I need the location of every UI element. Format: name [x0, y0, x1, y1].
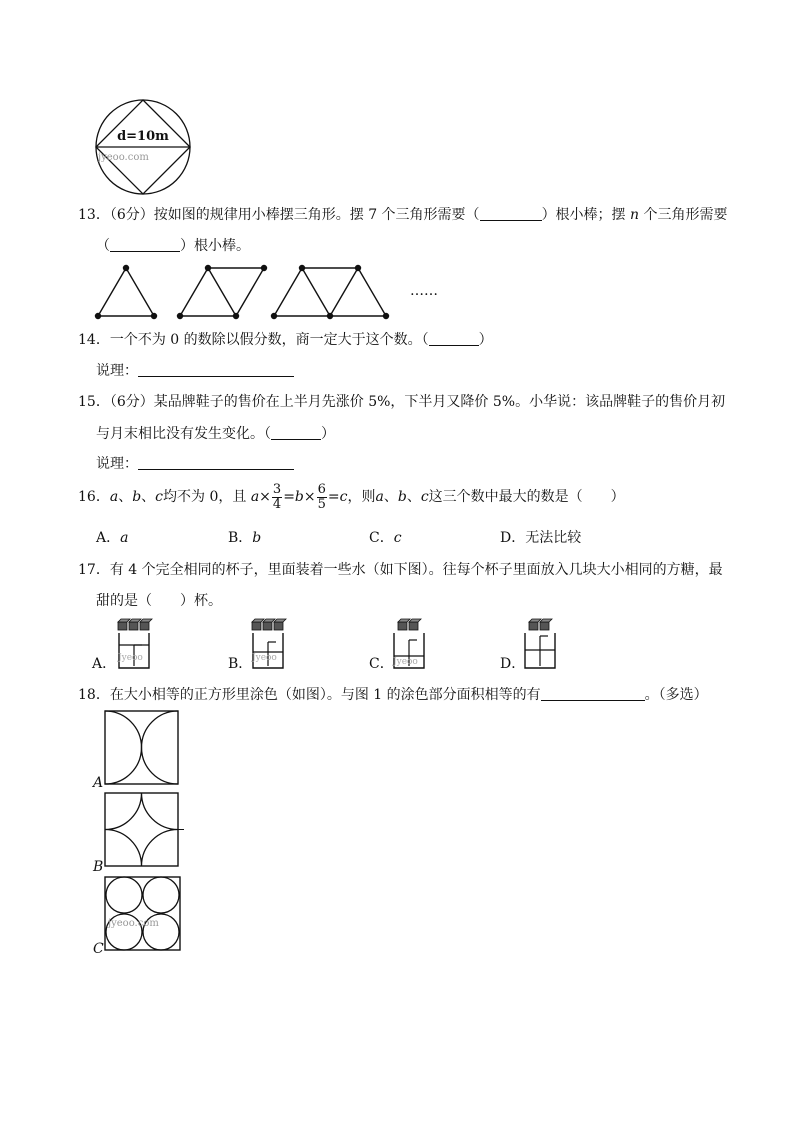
svg-text:Jyeoo: Jyeoo — [118, 653, 143, 663]
triangle-group-1 — [96, 266, 157, 319]
q17-option-b-label[interactable]: B． — [228, 656, 253, 672]
q14-line1: 14．一个不为 0 的数除以假分数，商一定大于这个数。（ ） — [78, 332, 493, 348]
q18-figure-b — [104, 792, 186, 868]
circle-top-left — [106, 877, 142, 913]
sugar-cubes-b — [252, 619, 286, 630]
q16-number: 16． — [78, 489, 110, 505]
triangle-pattern-figure — [90, 262, 400, 324]
right-semicircle — [142, 711, 178, 784]
q17-option-c-label[interactable]: C． — [369, 656, 394, 672]
q16-stem: 16．a、b、c均不为 0，且 a× $\frac{3}{4}$ =b× $\frac{6}{5}$ =c，则a、b、c这三个数中最大的数是（ ） — [78, 481, 625, 512]
q13-ellipsis: …… — [410, 283, 438, 299]
triangle-group-3 — [272, 266, 389, 319]
q18-figure-c — [104, 876, 182, 952]
quarter-arcs — [105, 793, 178, 866]
q14-number: 14． — [78, 332, 110, 348]
svg-text:Jyeoo: Jyeoo — [393, 657, 418, 667]
watermark: jyeoo.com — [98, 152, 149, 163]
q16-option-d[interactable]: D．无法比较 — [500, 530, 582, 546]
svg-text:Jyeoo: Jyeoo — [252, 653, 277, 663]
q13-score: （6分） — [109, 207, 154, 223]
cup-d — [522, 618, 562, 670]
q15-score: （6分） — [109, 394, 154, 410]
q13-line2: （ ）根小棒。 — [96, 238, 250, 254]
cup-c — [391, 618, 431, 670]
watermark: jyeoo.com — [108, 918, 159, 929]
q18-number: 18． — [78, 687, 110, 703]
square-outline — [105, 877, 180, 950]
q16-option-b[interactable]: B．b — [228, 530, 262, 546]
circle-square-figure — [90, 98, 196, 198]
circle-top-right — [143, 877, 179, 913]
q15-line1: 15．（6分）某品牌鞋子的售价在上半月先涨价 5%，下半月又降价 5%。小华说：该品牌鞋子的售价月初 — [78, 394, 726, 410]
fraction-3-4: $\frac{3}{4}$ — [272, 481, 282, 512]
q14-blank[interactable] — [429, 331, 479, 346]
q13-line1: 13．（6分）按如图的规律用小棒摆三角形。摆 7 个三角形需要（ ）根小棒；摆 n 个三角形需要 — [78, 207, 728, 223]
sugar-cubes-a — [118, 619, 152, 630]
q13-blank-1[interactable] — [480, 206, 542, 221]
q13-blank-2[interactable] — [110, 237, 180, 252]
q13-number: 13． — [78, 207, 110, 223]
q15-reason: 说理： — [96, 455, 294, 473]
q17-line1: 17．有 4 个完全相同的杯子，里面装着一些水（如下图）。往每个杯子里面放入几块大小相同的方糖，最 — [78, 562, 723, 578]
q14-reason-blank[interactable] — [138, 362, 294, 377]
q17-number: 17． — [78, 562, 110, 578]
q15-number: 15． — [78, 394, 110, 410]
triangle-group-2 — [178, 266, 267, 319]
cup-b — [250, 618, 290, 670]
cup-a — [116, 618, 156, 670]
q17-line2: 甜的是（ ）杯。 — [96, 593, 222, 609]
fraction-6-5: $\frac{6}{5}$ — [317, 481, 326, 512]
q18-stem: 18．在大小相等的正方形里涂色（如图）。与图 1 的涂色部分面积相等的有 。（多选） — [78, 687, 708, 703]
q15-reason-blank[interactable] — [138, 455, 294, 470]
sugar-cubes-d — [529, 619, 552, 630]
q17-option-d-label[interactable]: D． — [500, 656, 526, 672]
q15-line2: 与月末相比没有发生变化。（ ） — [96, 426, 335, 442]
q18-figure-a — [104, 710, 180, 786]
q14-reason: 说理： — [96, 362, 294, 380]
q18-figure-a-label[interactable]: A — [93, 775, 104, 791]
square-outline — [105, 793, 178, 866]
sugar-cubes-c — [398, 619, 421, 630]
left-semicircle — [105, 711, 141, 784]
q16-option-a[interactable]: A．a — [96, 530, 129, 546]
diameter-label: d=10m — [117, 129, 169, 144]
q17-option-a-label[interactable]: A． — [92, 656, 117, 672]
q15-blank[interactable] — [271, 425, 321, 440]
q18-figure-b-label[interactable]: B — [93, 859, 104, 875]
q16-option-c[interactable]: C．c — [369, 530, 402, 546]
q18-blank[interactable] — [541, 686, 645, 701]
q18-figure-c-label[interactable]: C — [93, 941, 104, 957]
